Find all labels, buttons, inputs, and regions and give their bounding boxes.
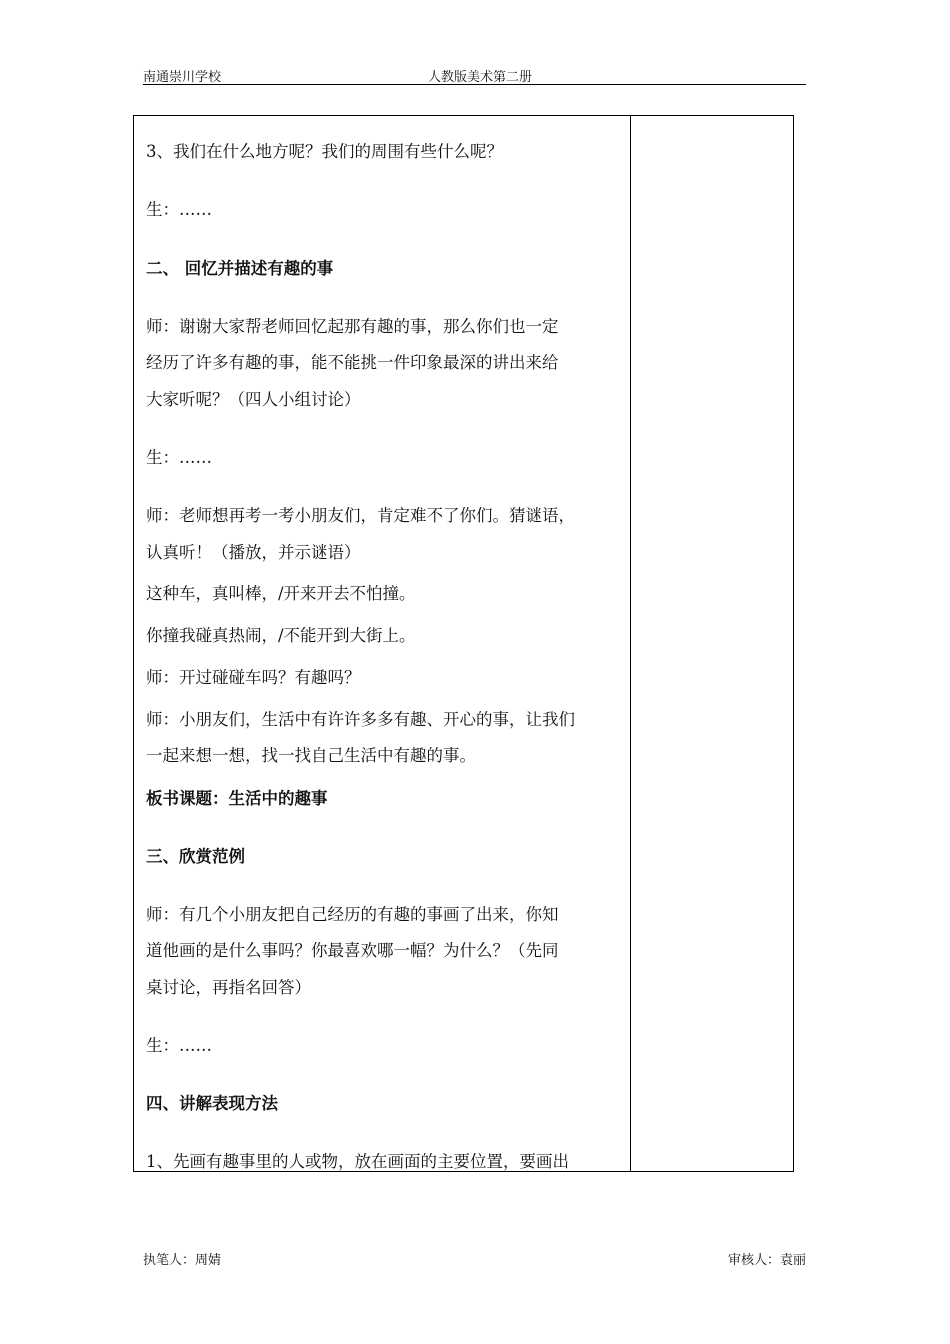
student-response: 生：…… [146, 1036, 212, 1055]
teacher-line: 师：开过碰碰车吗？有趣吗？ [146, 668, 361, 687]
reviewer-label: 审核人：袁丽 [727, 1253, 806, 1268]
teacher-line: 桌讨论，再指名回答） [146, 978, 311, 997]
student-response: 生：…… [146, 200, 212, 219]
board-title: 板书课题：生活中的趣事 [146, 789, 328, 808]
teacher-line: 师：小朋友们，生活中有许许多多有趣、开心的事，让我们 [146, 710, 575, 729]
section-heading-methods: 四、讲解表现方法 [146, 1094, 278, 1113]
teacher-line: 师：老师想再考一考小朋友们，肯定难不了你们。猜谜语， [146, 506, 575, 525]
page-header [143, 66, 806, 85]
teacher-line: 道他画的是什么事吗？你最喜欢哪一幅？为什么？（先同 [146, 941, 559, 960]
book-title: 人教版美术第二册 [428, 70, 533, 85]
teacher-line: 一起来想一想，找一找自己生活中有趣的事。 [146, 746, 476, 765]
teacher-line: 经历了许多有趣的事，能不能挑一件印象最深的讲出来给 [146, 353, 559, 372]
question-line: 3、我们在什么地方呢？我们的周围有些什么呢？ [146, 142, 503, 161]
school-name: 南通崇川学校 [143, 70, 222, 85]
section-heading-examples: 三、欣赏范例 [146, 847, 245, 866]
method-line: 1、先画有趣事里的人或物，放在画面的主要位置，要画出 [146, 1152, 569, 1171]
teacher-line: 师：谢谢大家帮老师回忆起那有趣的事，那么你们也一定 [146, 317, 559, 336]
section-heading-recall: 二、 回忆并描述有趣的事 [146, 259, 334, 278]
column-divider [630, 116, 631, 1171]
lesson-table [133, 115, 794, 1172]
student-response: 生：…… [146, 448, 212, 467]
teacher-line: 师：有几个小朋友把自己经历的有趣的事画了出来，你知 [146, 905, 559, 924]
riddle-line: 这种车，真叫棒，/开来开去不怕撞。 [146, 584, 416, 603]
teacher-line: 认真听！（播放，并示谜语） [146, 543, 361, 562]
riddle-line: 你撞我碰真热闹，/不能开到大街上。 [146, 626, 416, 645]
author-label: 执笔人：周婧 [143, 1253, 222, 1268]
teacher-line: 大家听呢？（四人小组讨论） [146, 390, 361, 409]
